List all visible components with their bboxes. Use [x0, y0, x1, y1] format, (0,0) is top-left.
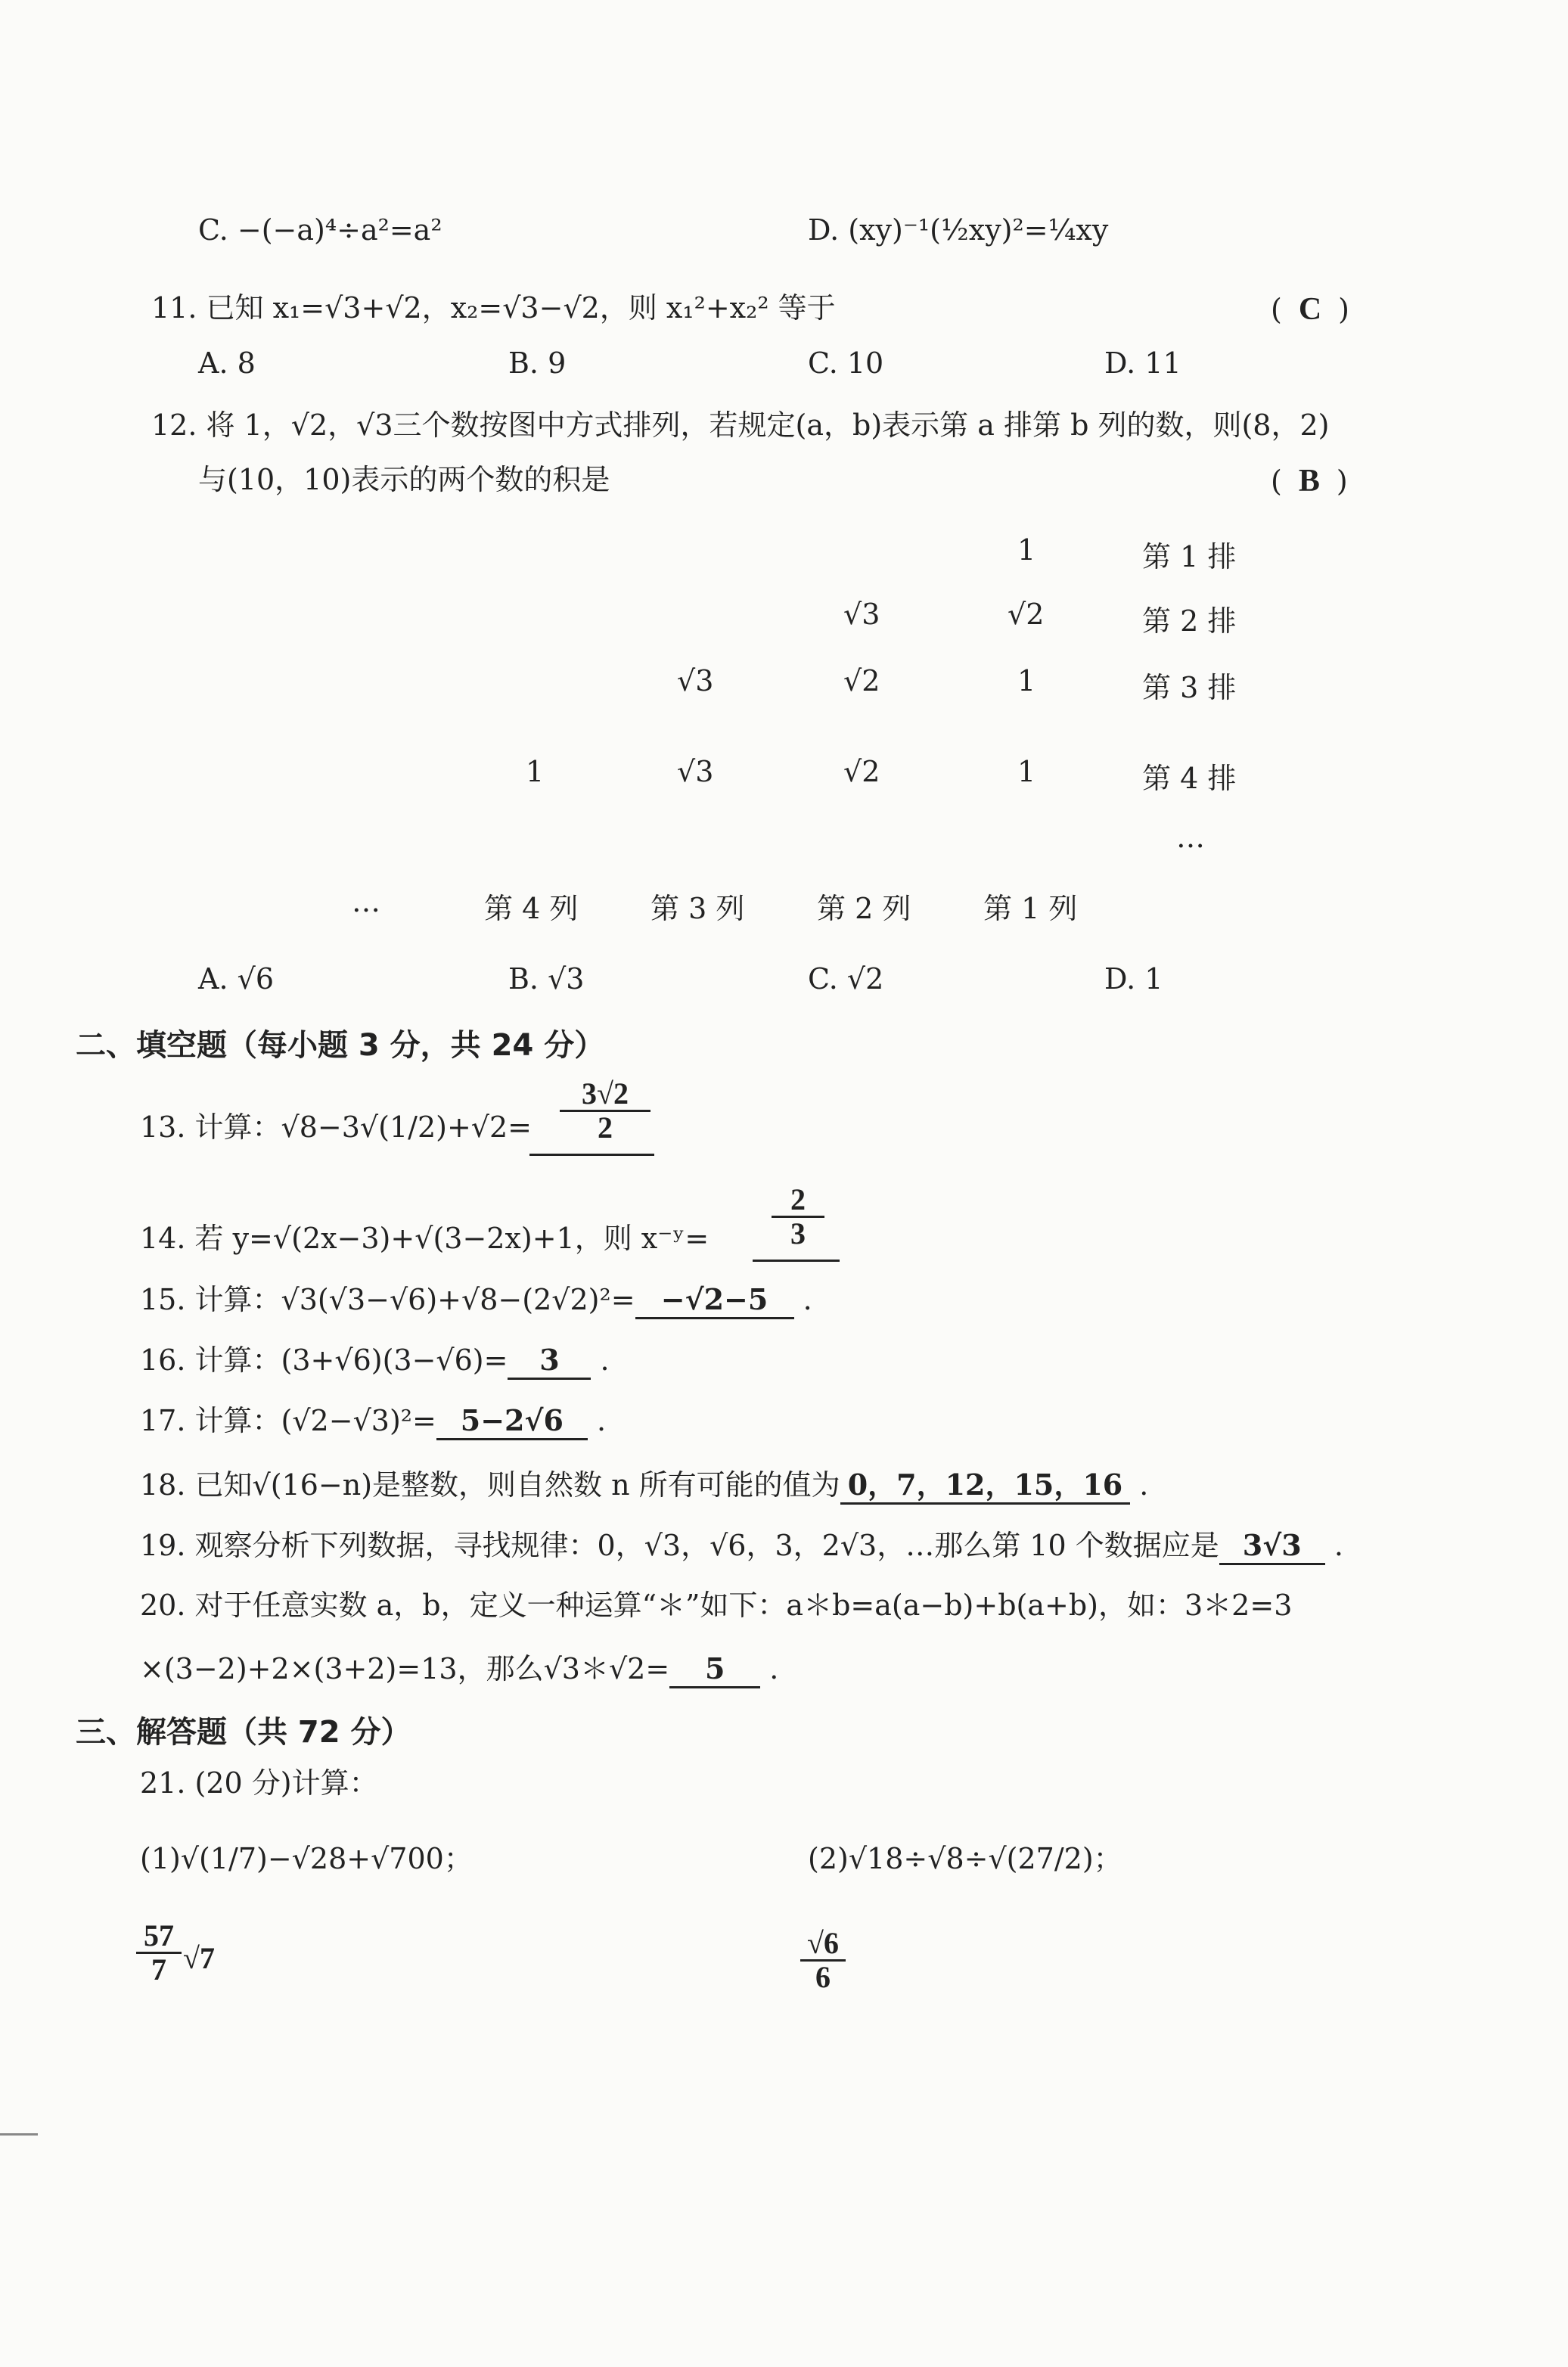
col-label-2: 第 2 列 — [817, 892, 911, 925]
q13-text: 13. 计算：√8−3√(1/2)+√2= — [140, 1111, 532, 1144]
q21-answer2-num: √6 — [800, 1927, 846, 1962]
grid-r4-c4: 1 — [526, 755, 545, 788]
row-label-3: 第 3 排 — [1142, 671, 1237, 704]
q12-option-d: D. 1 — [1104, 962, 1163, 996]
grid-r4-c1: 1 — [1017, 755, 1036, 788]
grid-r3-c1: 1 — [1017, 664, 1036, 697]
q14-answer-line — [753, 1260, 840, 1262]
q14-answer-num: 2 — [772, 1184, 824, 1218]
q18-answer: 0，7，12，15，16 — [840, 1468, 1131, 1505]
q21-answer2 — [800, 1927, 846, 1993]
q14-text: 14. 若 y=√(2x−3)+√(3−2x)+1，则 x⁻ʸ= — [140, 1222, 709, 1255]
q15-text: 15. 计算：√3(√3−√6)+√8−(2√2)²= −√2−5 . — [140, 1282, 812, 1319]
q19-text: 19. 观察分析下列数据，寻找规律：0，√3，√6，3，2√3，…那么第 10 个数据应是 3√3 . — [140, 1528, 1343, 1565]
q21-answer2-den: 6 — [815, 1960, 831, 1994]
q20-answer: 5 — [669, 1651, 760, 1688]
q13-answer-line — [529, 1154, 654, 1156]
q12-answer-paren: ( B ) — [1271, 464, 1348, 499]
q12-option-b: B. √3 — [508, 962, 585, 996]
grid-r2-c2: √3 — [843, 598, 880, 631]
q12-text-line2: 与(10，10)表示的两个数的积是 — [198, 463, 610, 496]
q16-text: 16. 计算：(3+√6)(3−√6)= 3 . — [140, 1343, 610, 1380]
q20-text-line2: ×(3−2)+2×(3+2)=13，那么√3＊√2= 5 . — [140, 1651, 778, 1688]
row-label-1: 第 1 排 — [1142, 540, 1237, 573]
col-label-4: 第 4 列 — [484, 892, 579, 925]
section-3-heading: 三、解答题（共 72 分） — [76, 1715, 411, 1750]
grid-r4-c3: √3 — [677, 755, 714, 788]
q16-question: 16. 计算：(3+√6)(3−√6)= — [140, 1343, 508, 1377]
col-label-more: … — [352, 885, 380, 918]
row-label-4: 第 4 排 — [1142, 762, 1237, 795]
q10-option-c: C. −(−a)⁴÷a²=a² — [198, 213, 442, 247]
q11-answer: C — [1298, 292, 1322, 327]
q21-answer1 — [136, 1920, 182, 1986]
q12-option-c: C. √2 — [808, 962, 884, 996]
q14-answer-den: 3 — [790, 1216, 806, 1250]
q12-text-line1: 12. 将 1，√2，√3三个数按图中方式排列，若规定(a，b)表示第 a 排第 b 列的数，则(8，2) — [151, 408, 1330, 442]
q10-option-d: D. (xy)⁻¹(½xy)²=¼xy — [808, 213, 1109, 247]
q17-answer: 5−2√6 — [436, 1403, 588, 1440]
q21-answer1-num: 57 — [136, 1920, 182, 1954]
q15-question: 15. 计算：√3(√3−√6)+√8−(2√2)²= — [140, 1283, 635, 1316]
q21-answer1-tail: √7 — [183, 1941, 215, 1975]
row-label-2: 第 2 排 — [1142, 604, 1237, 638]
q21-title: 21. (20 分)计算： — [140, 1766, 378, 1800]
q11-option-a: A. 8 — [198, 346, 256, 380]
row-label-more: … — [1176, 821, 1205, 854]
q18-question: 18. 已知√(16−n)是整数，则自然数 n 所有可能的值为 — [140, 1468, 840, 1502]
q13-answer-den: 2 — [598, 1111, 613, 1145]
col-label-3: 第 3 列 — [650, 892, 745, 925]
q11-answer-paren: ( C ) — [1271, 292, 1349, 327]
q20-text-line1: 20. 对于任意实数 a，b，定义一种运算“＊”如下：a＊b=a(a−b)+b(a+b)，如：3＊2=3 — [140, 1589, 1293, 1622]
grid-r3-c3: √3 — [677, 664, 714, 697]
q11-option-b: B. 9 — [508, 346, 567, 380]
q11-text: 11. 已知 x₁=√3+√2，x₂=√3−√2，则 x₁²+x₂² 等于 — [151, 291, 836, 325]
grid-r1-c1: 1 — [1017, 533, 1036, 567]
grid-r2-c1: √2 — [1008, 598, 1045, 631]
q18-text: 18. 已知√(16−n)是整数，则自然数 n 所有可能的值为 0，7，12，15，16 . — [140, 1468, 1148, 1505]
q11-option-d: D. 11 — [1104, 346, 1181, 380]
q21-part2: (2)√18÷√8÷√(27/2)； — [808, 1842, 1122, 1875]
grid-r3-c2: √2 — [843, 664, 880, 697]
q17-question: 17. 计算：(√2−√3)²= — [140, 1404, 436, 1437]
q17-text: 17. 计算：(√2−√3)²= 5−2√6 . — [140, 1403, 606, 1440]
q12-option-a: A. √6 — [198, 962, 274, 996]
grid-r4-c2: √2 — [843, 755, 880, 788]
q15-answer: −√2−5 — [635, 1282, 794, 1319]
q13-answer-num: 3√2 — [560, 1078, 650, 1112]
q19-question: 19. 观察分析下列数据，寻找规律：0，√3，√6，3，2√3，…那么第 10 个数据应是 — [140, 1529, 1219, 1562]
q11-option-c: C. 10 — [808, 346, 884, 380]
q21-part1: (1)√(1/7)−√28+√700； — [140, 1842, 473, 1875]
q19-answer: 3√3 — [1219, 1528, 1325, 1565]
section-2-heading: 二、填空题（每小题 3 分，共 24 分） — [76, 1028, 605, 1063]
q16-answer: 3 — [508, 1343, 591, 1380]
col-label-1: 第 1 列 — [983, 892, 1078, 925]
q12-answer: B — [1298, 464, 1320, 499]
margin-mark — [0, 2133, 38, 2136]
q20-question: ×(3−2)+2×(3+2)=13，那么√3＊√2= — [140, 1652, 670, 1685]
q13-answer — [560, 1078, 650, 1144]
q14-answer — [772, 1184, 824, 1250]
q21-answer1-den: 7 — [151, 1952, 166, 1986]
